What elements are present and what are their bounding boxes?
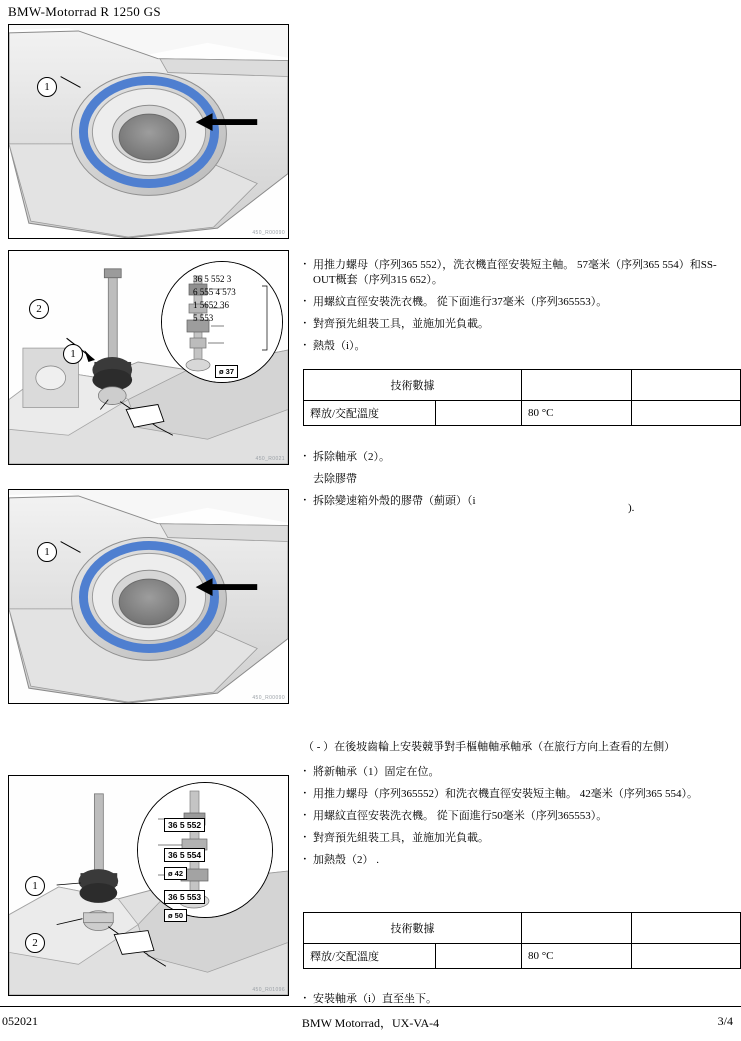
instruction-list-a (303, 258, 733, 354)
instructions-section-a (303, 258, 733, 361)
instructions-section-c (303, 740, 733, 875)
tech-b-row-value: 80 °C (522, 944, 632, 969)
figure-4-callout-2: 2 (25, 933, 45, 953)
page-title: BMW-Motorrad R 1250 GS (8, 4, 161, 19)
footer-date: 052021 (2, 1014, 38, 1028)
footer-divider (0, 1006, 741, 1007)
tech-b-header-blank-2 (631, 913, 740, 944)
tech-a-row-blank-2 (631, 401, 740, 426)
figure-1-watermark: 450_R00090 (252, 230, 285, 236)
tech-b-header-blank-1 (522, 913, 632, 944)
figure-4-tag-4: ø 50 (164, 909, 187, 922)
instruction-c-note: （ - ）在後坡齒輪上安裝競爭對手樞軸軸承軸承（在旅行方向上查看的左側） (303, 741, 676, 753)
tech-b-row-blank-2 (631, 944, 740, 969)
figure-3-illustration (9, 490, 288, 703)
instruction-b-plain: 去除膠帶 (313, 473, 357, 485)
figure-tool-assembly-1 (8, 250, 289, 465)
figure-2-tag-diameter: ø 37 (215, 365, 238, 378)
instruction-a-1: · 用螺紋直徑安裝洗衣機。 從下面進行37毫米（序列365553）。 (303, 295, 733, 310)
instruction-b-0: · 拆除軸承（2）。 (303, 450, 733, 465)
figure-1-callout-1: 1 (37, 77, 57, 97)
tech-a-row-label: 釋放/交配溫度 (304, 401, 436, 426)
footer-title: BMW Motorrad，UX-VA-4 (301, 1016, 440, 1030)
instruction-c-1: · 用推力螺母（序列365552）和洗衣機直徑安裝短主軸。 42毫米（序列365 554）。 (303, 787, 733, 802)
instruction-b-trailing: ). (628, 502, 635, 514)
figure-2-part-line-0: 36 5 552 3 (193, 274, 232, 284)
figure-4-watermark: 450_R01096 (252, 987, 285, 993)
tech-b-header: 技術數據 (304, 913, 522, 944)
tech-a-header: 技術數據 (304, 370, 522, 401)
instruction-c-3: · 對齊預先組裝工具，並施加光負載。 (303, 831, 733, 846)
figure-4-tag-2: ø 42 (164, 867, 187, 880)
instruction-list-b2 (303, 494, 733, 509)
instruction-d-0: · 安裝軸承（i）直至坐下。 (303, 992, 733, 1007)
table-row (304, 401, 741, 426)
figure-2-part-line-3: 5 553 (193, 313, 214, 323)
tech-a-row-value: 80 °C (522, 401, 632, 426)
tech-b-row-label: 釋放/交配溫度 (304, 944, 436, 969)
figure-bearing-seat-1 (8, 24, 289, 239)
figure-1-illustration (9, 25, 288, 238)
figure-4-magnifier-detail (138, 783, 273, 918)
tech-a-row-blank (436, 401, 522, 426)
tech-a-header-blank-1 (522, 370, 632, 401)
figure-2-callout-1: 1 (63, 344, 83, 364)
instructions-section-b (303, 450, 733, 516)
tech-data-table-b (303, 912, 741, 969)
figure-3-watermark: 450_R00090 (252, 695, 285, 701)
figure-3-callout-1: 1 (37, 542, 57, 562)
figure-4-callout-1: 1 (25, 876, 45, 896)
figure-2-part-list (193, 273, 236, 325)
footer-page-number: 3/4 (717, 1014, 733, 1028)
instruction-list-c (303, 765, 733, 868)
instructions-section-d (303, 992, 733, 1014)
instruction-b-1: · 拆除變速箱外殼的膠帶（薊頭）（i (303, 494, 733, 509)
table-row (304, 944, 741, 969)
figure-4-tag-1: 36 5 554 (164, 848, 205, 862)
tech-b-row-blank (436, 944, 522, 969)
table-row (304, 913, 741, 944)
figure-2-part-line-1: 6 555 4 573 (193, 287, 236, 297)
table-row (304, 370, 741, 401)
instruction-a-2: · 對齊預先組裝工具，並施加光負載。 (303, 317, 733, 332)
instruction-c-2: · 用螺紋直徑安裝洗衣機。 從下面進行50毫米（序列365553）。 (303, 809, 733, 824)
instruction-list-b (303, 450, 733, 465)
instruction-a-0: · 用推力螺母（序列365 552），洗衣機直徑安裝短主軸。 57毫米（序列365 554）和SS-OUT概套（序列315 652）。 (303, 258, 733, 288)
tech-a-header-blank-2 (631, 370, 740, 401)
figure-bearing-seat-2 (8, 489, 289, 704)
figure-2-watermark: 450_R0021 (255, 456, 285, 462)
instruction-c-4: · 加熱殼（2） . (303, 853, 733, 868)
instruction-c-0: · 將新軸承（1）固定在位。 (303, 765, 733, 780)
figure-2-part-line-2: 1 5652 36 (193, 300, 229, 310)
figure-tool-assembly-2 (8, 775, 289, 996)
figure-4-tag-0: 36 5 552 (164, 818, 205, 832)
figure-2-callout-2: 2 (29, 299, 49, 319)
instruction-list-d (303, 992, 733, 1007)
instruction-a-3: · 熱殼（i）。 (303, 339, 733, 354)
figure-4-tag-3: 36 5 553 (164, 890, 205, 904)
tech-data-table-a (303, 369, 741, 426)
